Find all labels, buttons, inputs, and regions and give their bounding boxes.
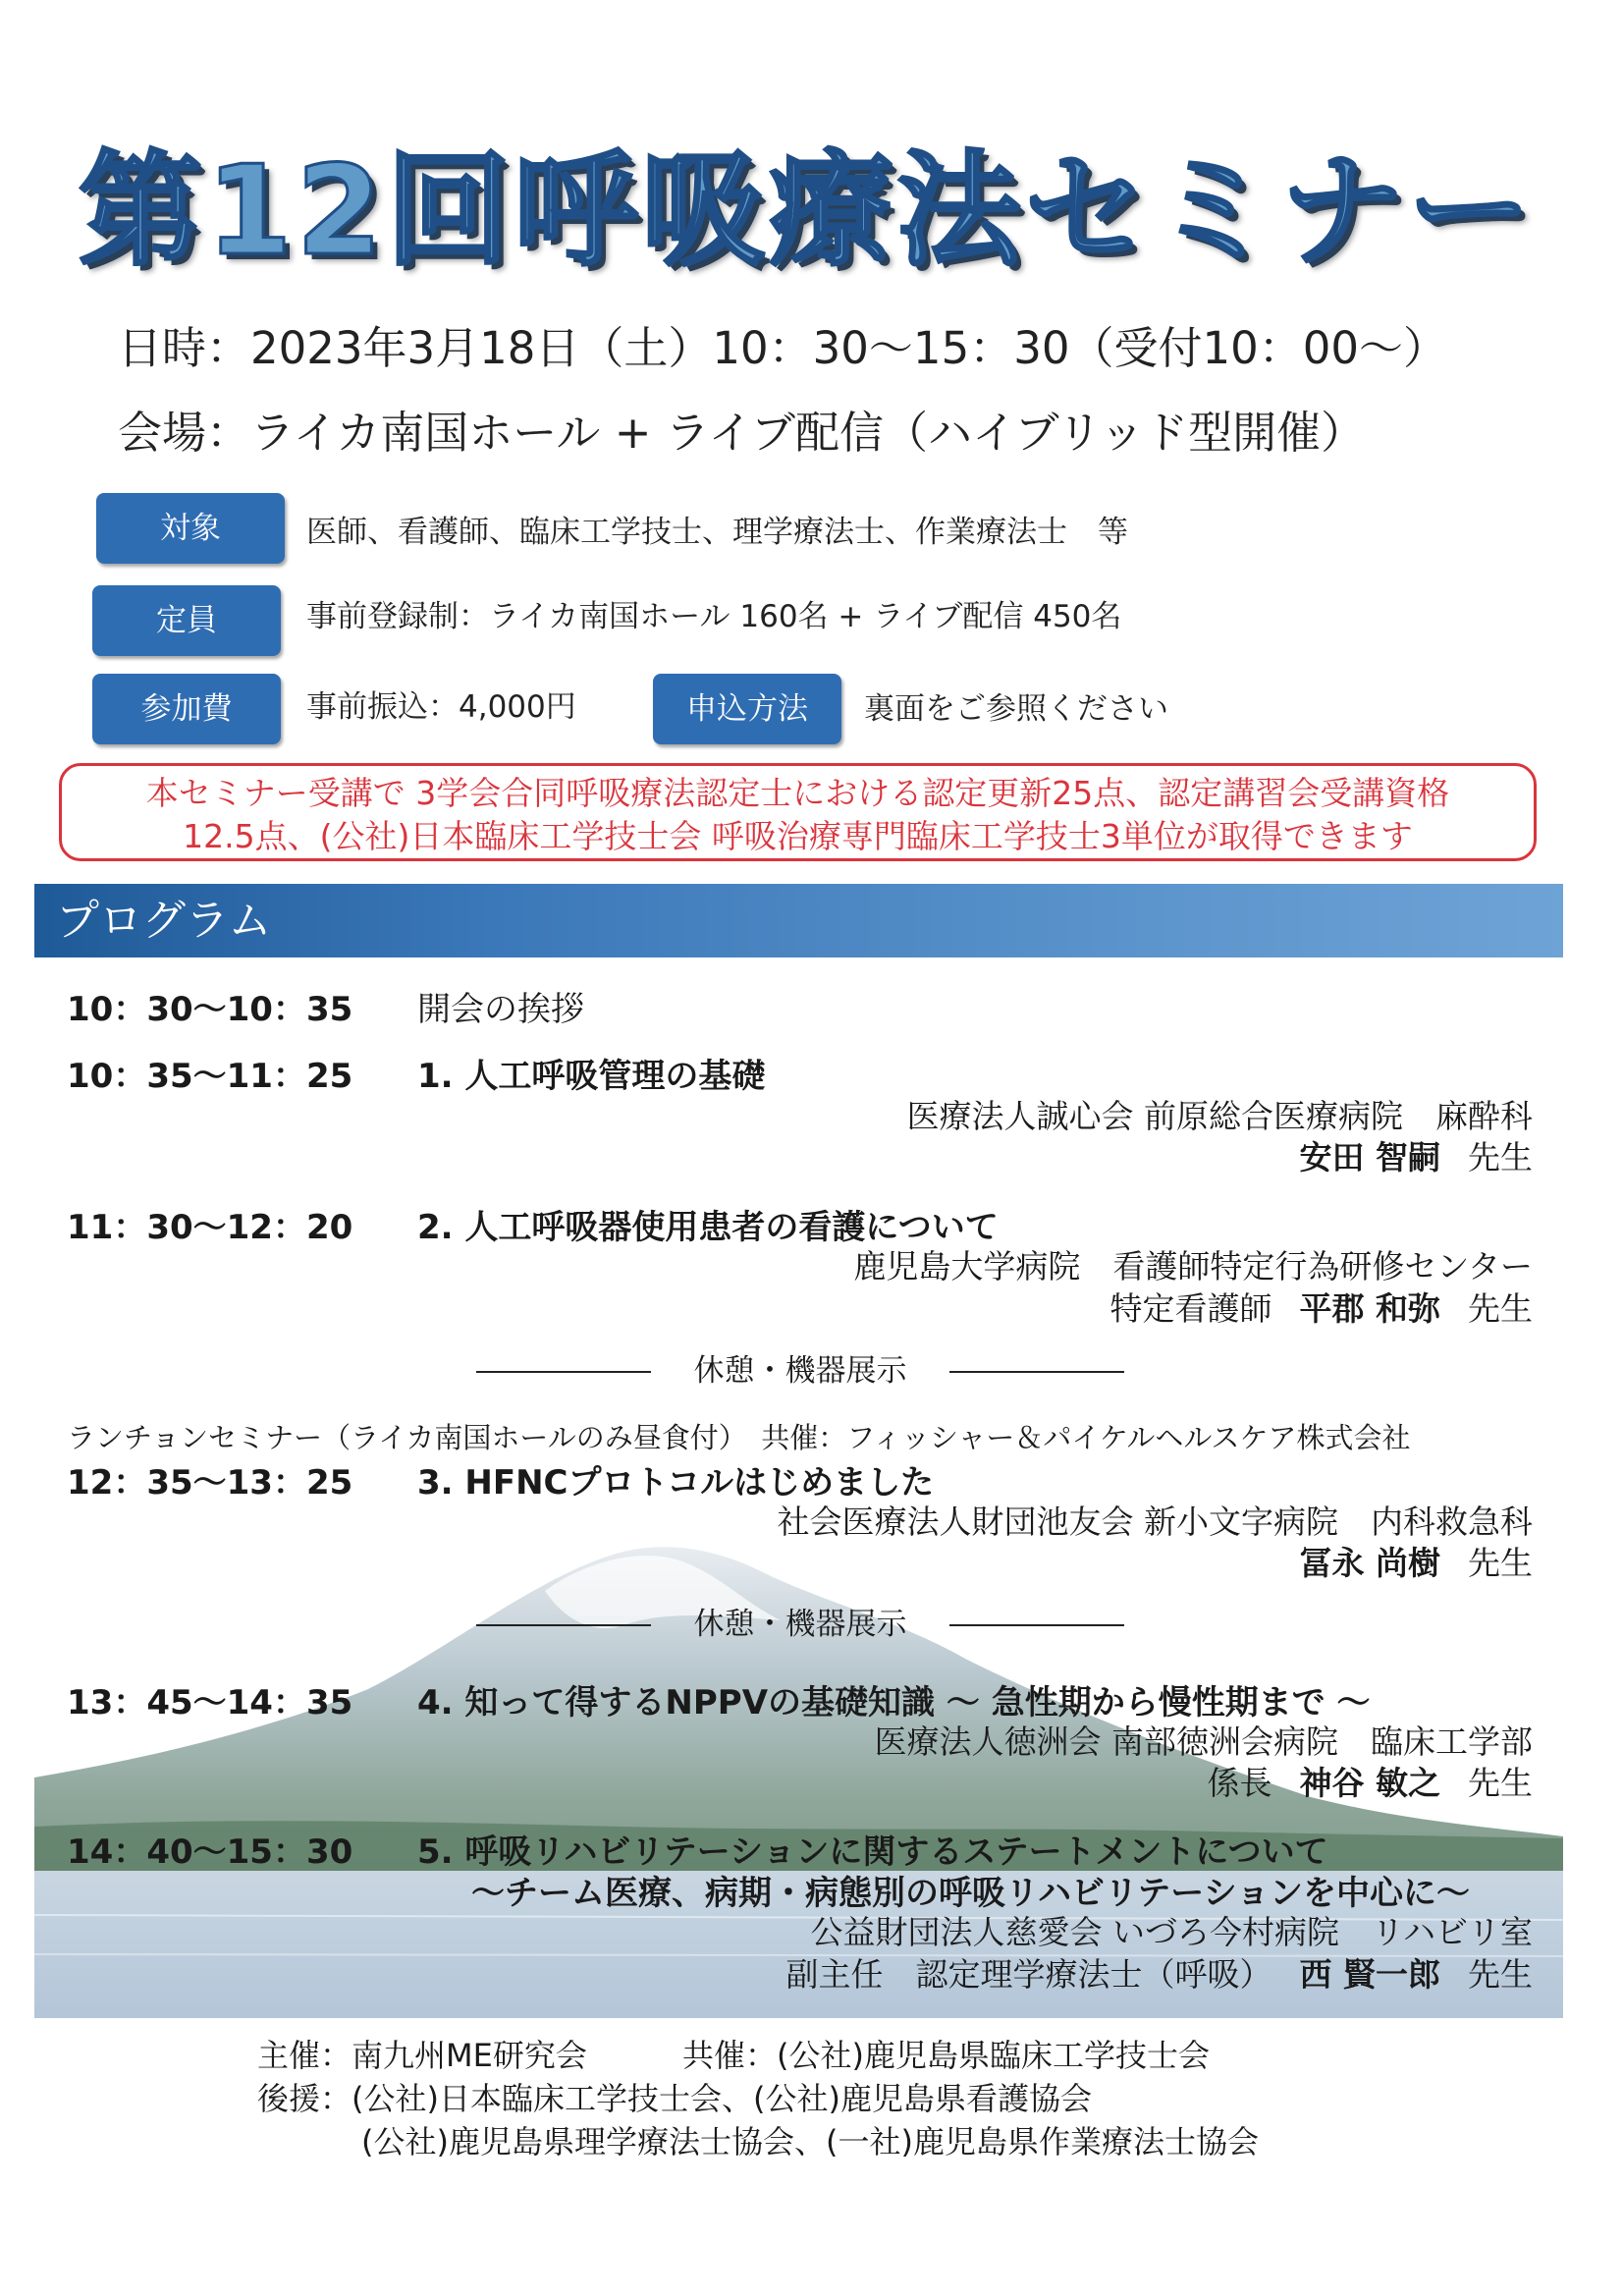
footer-organizer: 主催：南九州ME研究会 [257, 2037, 587, 2074]
session-1-honorific: 先生 [1468, 1138, 1533, 1176]
break-2-label: 休憩・機器展示 [693, 1607, 907, 1642]
session-4-time: 13：45〜14：35 [67, 1683, 353, 1722]
footer-support-2: (公社)鹿児島県理学療法士協会、(一社)鹿児島県作業療法士協会 [361, 2123, 1259, 2160]
target-label-badge: 対象 [96, 493, 285, 564]
footer-support-1: 後援：(公社)日本臨床工学技士会、(公社)鹿児島県看護協会 [257, 2080, 1092, 2117]
capacity-label-badge: 定員 [92, 585, 281, 656]
notice-line-2: 12.5点、(公社)日本臨床工学技士会 呼吸治療専門臨床工学技士3単位が取得できます [183, 817, 1413, 855]
session-1-speaker [1300, 1132, 1534, 1178]
luncheon-seminar-note: ランチョンセミナー（ライカ南国ホールのみ昼食付） 共催：フィッシャー＆パイケルヘルスケア株式会社 [67, 1421, 1411, 1454]
opening-time: 10：30〜10：35 [67, 990, 353, 1029]
footer-cosponsor: 共催：(公社)鹿児島県臨床工学技士会 [682, 2037, 1210, 2074]
session-4-speaker [1208, 1758, 1534, 1804]
session-3-title: 3. HFNCプロトコルはじめました [417, 1463, 935, 1503]
fee-label-badge: 参加費 [92, 674, 281, 744]
session-4-honorific: 先生 [1468, 1764, 1533, 1802]
session-5-role: 副主任 認定理学療法士（呼吸） [785, 1955, 1272, 1994]
session-1-speaker-name: 安田 智嗣 [1299, 1138, 1440, 1176]
session-5-affiliation: 公益財団法人慈愛会 いづろ今村病院 リハビリ室 [810, 1913, 1533, 1951]
session-5-subtitle: 〜チーム医療、病期・病態別の呼吸リハビリテーションを中心に〜 [471, 1874, 1470, 1913]
break-2-rule-right [949, 1624, 1124, 1626]
session-5-title: 5. 呼吸リハビリテーションに関するステートメントについて [417, 1832, 1328, 1872]
session-3-affiliation: 社会医療法人財団池友会 新小文字病院 内科救急科 [777, 1503, 1533, 1541]
apply-label-badge: 申込方法 [653, 674, 841, 744]
break-1 [476, 1349, 1124, 1393]
session-1-affiliation: 医療法人誠心会 前原総合医療病院 麻酔科 [906, 1097, 1533, 1135]
apply-value: 裏面をご参照ください [864, 691, 1168, 727]
event-venue: 会場：ライカ南国ホール + ライブ配信（ハイブリッド型開催） [118, 407, 1366, 459]
session-1-title: 1. 人工呼吸管理の基礎 [417, 1057, 766, 1096]
break-2 [476, 1603, 1124, 1646]
opening-title: 開会の挨拶 [417, 990, 584, 1029]
session-2-affiliation: 鹿児島大学病院 看護師特定行為研修センター [853, 1247, 1533, 1285]
break-1-label: 休憩・機器展示 [693, 1353, 907, 1389]
session-2-speaker-name: 平郡 和弥 [1299, 1289, 1440, 1328]
session-2-speaker [1110, 1284, 1534, 1330]
session-2-honorific: 先生 [1468, 1289, 1533, 1328]
session-3-honorific: 先生 [1468, 1544, 1533, 1582]
session-2-time: 11：30〜12：20 [67, 1208, 353, 1247]
page-title: 第12回呼吸療法セミナー [79, 138, 1536, 283]
session-3-time: 12：35〜13：25 [67, 1463, 353, 1503]
session-1-time: 10：35〜11：25 [67, 1057, 353, 1096]
session-4-role: 係長 [1207, 1764, 1272, 1802]
session-2-title: 2. 人工呼吸器使用患者の看護について [417, 1208, 999, 1247]
capacity-value: 事前登録制：ライカ南国ホール 160名 + ライブ配信 450名 [306, 599, 1122, 634]
session-5-speaker [786, 1949, 1534, 1995]
notice-line-1: 本セミナー受講で 3学会合同呼吸療法認定士における認定更新25点、認定講習会受講資格 [145, 774, 1450, 812]
session-5-honorific: 先生 [1468, 1955, 1533, 1994]
session-4-affiliation: 医療法人徳洲会 南部徳洲会病院 臨床工学部 [874, 1722, 1533, 1761]
session-3-speaker-name: 冨永 尚樹 [1299, 1544, 1440, 1582]
session-5-time: 14：40〜15：30 [67, 1832, 353, 1872]
session-4-speaker-name: 神谷 敏之 [1299, 1764, 1440, 1802]
event-datetime: 日時：2023年3月18日（土）10：30〜15：30（受付10：00〜） [118, 322, 1447, 374]
program-heading: プログラム [34, 884, 1563, 957]
certification-notice [59, 763, 1537, 861]
fee-value: 事前振込：4,000円 [306, 689, 576, 725]
session-4-title: 4. 知って得するNPPVの基礎知識 〜 急性期から慢性期まで 〜 [417, 1683, 1371, 1722]
session-5-speaker-name: 西 賢一郎 [1299, 1955, 1440, 1994]
break-1-rule-right [949, 1371, 1124, 1373]
session-3-speaker [1300, 1538, 1534, 1584]
session-2-role: 特定看護師 [1109, 1289, 1272, 1328]
target-value: 医師、看護師、臨床工学技士、理学療法士、作業療法士 等 [306, 515, 1128, 550]
